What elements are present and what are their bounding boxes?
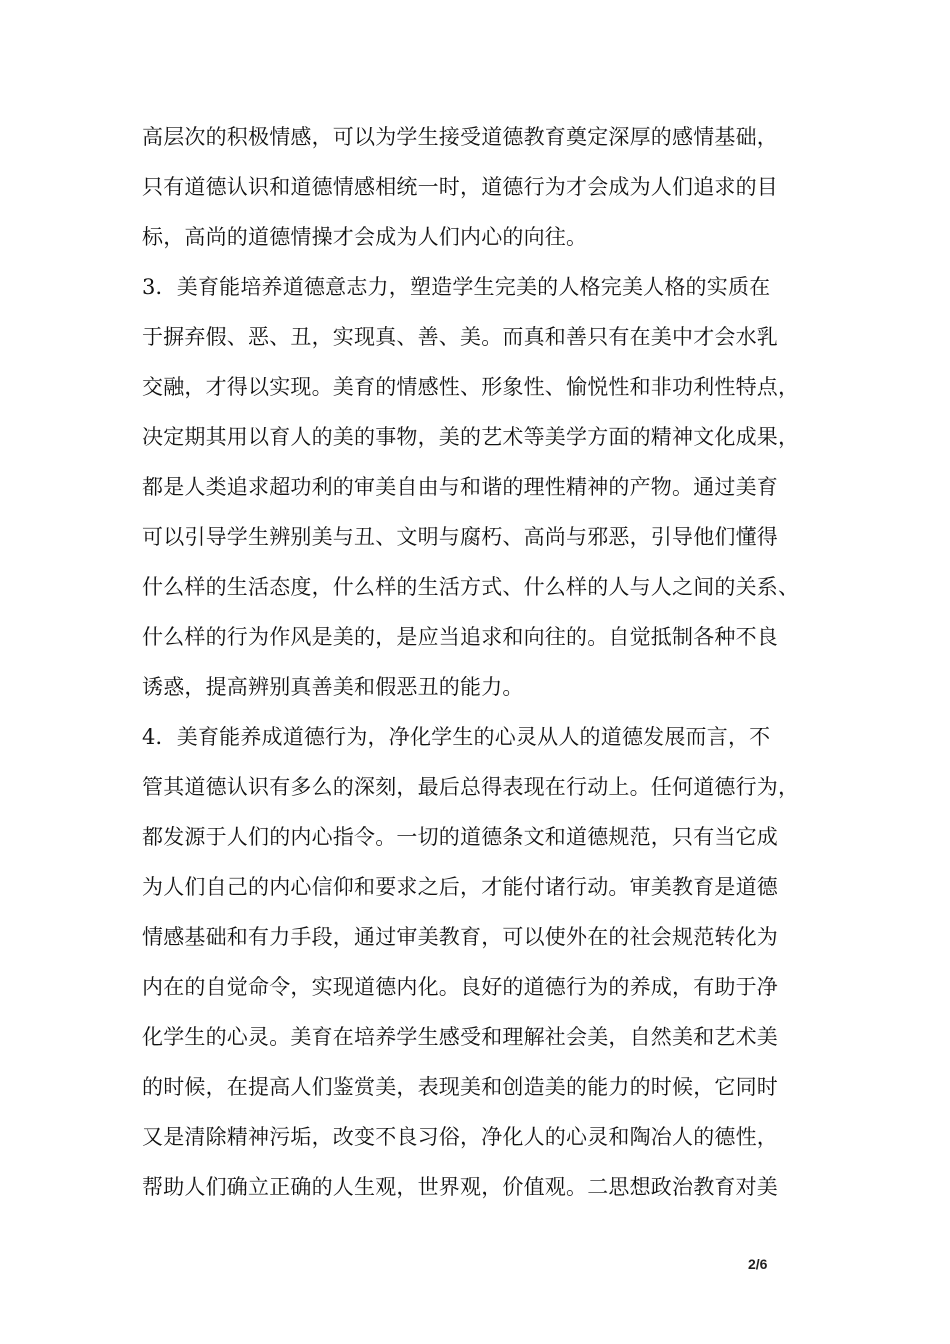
text-line: 帮助人们确立正确的人生观，世界观，价值观。二思想政治教育对美 xyxy=(142,1175,778,1199)
text-line: 管其道德认识有多么的深刻，最后总得表现在行动上。任何道德行为， xyxy=(142,775,800,799)
text-line: 化学生的心灵。美育在培养学生感受和理解社会美，自然美和艺术美 xyxy=(142,1025,778,1049)
page-number: 2/6 xyxy=(748,1256,768,1272)
text-line: 什么样的生活态度，什么样的生活方式、什么样的人与人之间的关系、 xyxy=(142,575,800,599)
text-line: 只有道德认识和道德情感相统一时，道德行为才会成为人们追求的目 xyxy=(142,175,778,199)
text-line: 4．美育能养成道德行为，净化学生的心灵从人的道德发展而言，不 xyxy=(142,725,771,749)
text-line: 高层次的积极情感，可以为学生接受道德教育奠定深厚的感情基础， xyxy=(142,125,778,149)
text-line: 都发源于人们的内心指令。一切的道德条文和道德规范，只有当它成 xyxy=(142,825,778,849)
text-line: 于摒弃假、恶、丑，实现真、善、美。而真和善只有在美中才会水乳 xyxy=(142,325,778,349)
text-line: 都是人类追求超功利的审美自由与和谐的理性精神的产物。通过美育 xyxy=(142,475,778,499)
text-line: 什么样的行为作风是美的，是应当追求和向往的。自觉抵制各种不良 xyxy=(142,625,778,649)
text-line: 决定期其用以育人的美的事物，美的艺术等美学方面的精神文化成果， xyxy=(142,425,800,449)
text-line: 诱惑，提高辨别真善美和假恶丑的能力。 xyxy=(142,675,524,699)
text-line: 可以引导学生辨别美与丑、文明与腐朽、高尚与邪恶，引导他们懂得 xyxy=(142,525,778,549)
text-line: 3．美育能培养道德意志力，塑造学生完美的人格完美人格的实质在 xyxy=(142,275,771,299)
text-line: 标，高尚的道德情操才会成为人们内心的向往。 xyxy=(142,225,588,249)
text-line: 内在的自觉命令，实现道德内化。良好的道德行为的养成，有助于净 xyxy=(142,975,778,999)
text-line: 又是清除精神污垢，改变不良习俗，净化人的心灵和陶冶人的德性， xyxy=(142,1125,778,1149)
text-line: 的时候，在提高人们鉴赏美，表现美和创造美的能力的时候，它同时 xyxy=(142,1075,778,1099)
text-line: 为人们自己的内心信仰和要求之后，才能付诸行动。审美教育是道德 xyxy=(142,875,778,899)
text-line: 交融，才得以实现。美育的情感性、形象性、愉悦性和非功利性特点， xyxy=(142,375,800,399)
text-line: 情感基础和有力手段，通过审美教育，可以使外在的社会规范转化为 xyxy=(142,925,778,949)
